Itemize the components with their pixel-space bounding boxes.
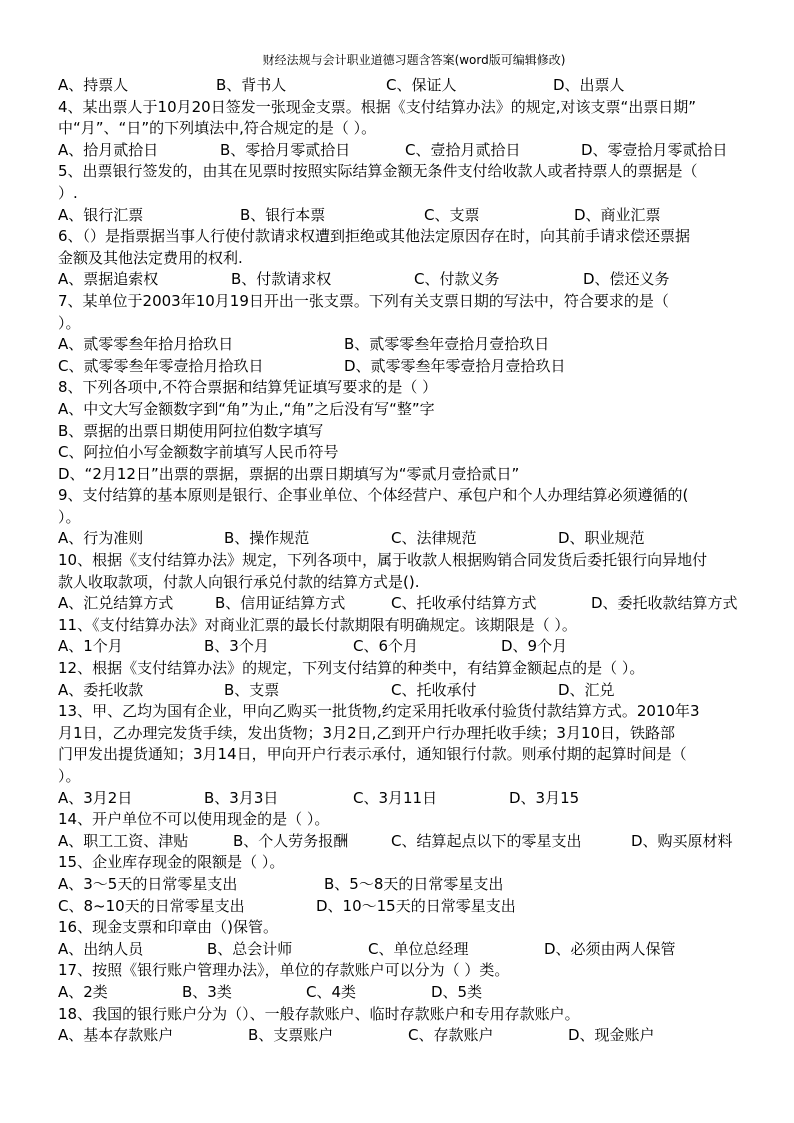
option-a: A、银行汇票 xyxy=(58,205,144,224)
option-d: D、职业规范 xyxy=(558,529,645,548)
option-c: C、保证人 xyxy=(386,76,457,94)
option-row xyxy=(58,1025,770,1047)
question-text: 15、企业库存现金的限额是（ ）。 xyxy=(58,853,285,872)
option-d: D、汇兑 xyxy=(558,680,615,699)
option-c: C、阿拉伯小写金额数字前填写人民币符号 xyxy=(58,443,339,462)
option-c: C、存款账户 xyxy=(408,1026,494,1045)
option-a: A、基本存款账户 xyxy=(58,1026,174,1045)
option-b: B、背书人 xyxy=(216,76,287,94)
question-text: 14、开户单位不可以使用现金的是（ ）。 xyxy=(58,810,330,829)
option-b: B、个人劳务报酬 xyxy=(233,831,349,850)
option-b: B、3个月 xyxy=(204,637,269,656)
option-b: B、票据的出票日期使用阿拉伯数字填写 xyxy=(58,421,324,440)
option-row xyxy=(58,636,770,658)
option-d: D、必须由两人保管 xyxy=(544,939,676,958)
option-a: A、贰零零叁年拾月拾玖日 xyxy=(58,335,234,354)
option-row xyxy=(58,788,770,810)
option-d: D、贰零零叁年零壹拾月壹拾玖日 xyxy=(344,356,566,375)
option-b: B、3类 xyxy=(182,982,232,1001)
question-text: 13、甲、乙均为国有企业，甲向乙购买一批货物,约定采用托收承付验货付款结算方式。2010年3 xyxy=(58,702,700,721)
option-a: A、2类 xyxy=(58,982,108,1001)
option-d: D、“2月12日”出票的票据，票据的出票日期填写为“零贰月壹拾贰日” xyxy=(58,464,520,483)
option-b: B、贰零零叁年壹拾月壹拾玖日 xyxy=(344,335,550,354)
question-text: ）。 xyxy=(58,767,81,785)
question-text: 11、《支付结算办法》对商业汇票的最长付款期限有明确规定。该期限是（ ）。 xyxy=(58,615,577,634)
option-d: D、商业汇票 xyxy=(574,205,661,224)
option-d: D、10～15天的日常零星支出 xyxy=(316,896,516,915)
question-text: 7、某单位于2003年10月19日开出一张支票。下列有关支票日期的写法中，符合要求的是（ xyxy=(58,291,669,310)
option-c: C、法律规范 xyxy=(391,529,477,548)
option-c: C、付款义务 xyxy=(414,270,500,289)
option-b: B、5～8天的日常零星支出 xyxy=(324,874,504,893)
question-text: ）. xyxy=(58,183,78,202)
option-a: A、3月2日 xyxy=(58,788,133,807)
option-d: D、9个月 xyxy=(501,637,568,656)
option-c: C、4类 xyxy=(306,982,357,1001)
option-row xyxy=(58,356,770,378)
option-d: D、5类 xyxy=(431,982,483,1001)
option-row xyxy=(58,75,770,97)
option-b: B、总会计师 xyxy=(207,939,293,958)
option-c: C、贰零零叁年零壹拾月拾玖日 xyxy=(58,356,264,375)
question-text: 10、根据《支付结算办法》规定，下列各项中，属于收款人根据购销合同发货后委托银行向异地付 xyxy=(58,551,708,570)
option-c: C、托收承付 xyxy=(391,680,477,699)
question-text: 5、出票银行签发的，由其在见票时按照实际结算金额无条件支付给收款人或者持票人的票据是（ xyxy=(58,162,698,181)
option-a: A、出纳人员 xyxy=(58,939,144,958)
option-row xyxy=(58,831,770,853)
option-c: C、单位总经理 xyxy=(368,939,469,958)
option-c: C、托收承付结算方式 xyxy=(391,594,537,613)
option-d: D、偿还义务 xyxy=(583,270,670,289)
option-d: D、零壹拾月零贰拾日 xyxy=(581,140,728,159)
option-row xyxy=(58,140,770,162)
option-a: A、汇兑结算方式 xyxy=(58,594,174,613)
option-c: C、3月11日 xyxy=(353,788,438,807)
question-text: 8、下列各项中,不符合票据和结算凭证填写要求的是（ ） xyxy=(58,378,438,397)
question-text: 4、某出票人于10月20日签发一张现金支票。根据《支付结算办法》的规定,对该支票“出票日期” xyxy=(58,97,697,116)
option-c: C、结算起点以下的零星支出 xyxy=(391,831,582,850)
question-text: 12、根据《支付结算办法》的规定，下列支付结算的种类中，有结算金额起点的是（ ）。 xyxy=(58,659,645,678)
question-text: ）。 xyxy=(58,507,81,526)
option-row xyxy=(58,269,770,291)
option-b: B、支票账户 xyxy=(248,1026,334,1045)
question-text: 18、我国的银行账户分为（）、一般存款账户、临时存款账户和专用存款账户。 xyxy=(58,1004,580,1023)
option-d: D、出票人 xyxy=(553,76,625,94)
option-b: B、支票 xyxy=(224,680,280,699)
option-row xyxy=(58,334,770,356)
option-a: A、1个月 xyxy=(58,637,123,656)
option-c: C、8~10天的日常零星支出 xyxy=(58,896,245,915)
option-b: B、银行本票 xyxy=(240,205,326,224)
option-a: A、票据追索权 xyxy=(58,270,159,289)
option-c: C、支票 xyxy=(424,205,480,224)
question-text: 中“月”、“日”的下列填法中,符合规定的是（ ）。 xyxy=(58,119,377,138)
question-text: ）。 xyxy=(58,313,81,332)
option-d: D、现金账户 xyxy=(568,1026,655,1045)
option-row xyxy=(58,939,770,961)
option-d: D、购买原材料 xyxy=(631,831,733,850)
option-a: A、行为准则 xyxy=(58,529,144,548)
option-row xyxy=(58,982,770,1004)
option-row xyxy=(58,593,770,615)
option-row xyxy=(58,680,770,702)
option-a: A、3～5天的日常零星支出 xyxy=(58,874,238,893)
option-b: B、3月3日 xyxy=(204,788,279,807)
option-a: A、中文大写金额数字到“角”为止,“角”之后没有写“整”字 xyxy=(58,399,435,418)
option-row xyxy=(58,205,770,227)
question-text: 16、现金支票和印章由（)保管。 xyxy=(58,918,278,937)
question-text: 款人收取款项，付款人向银行承兑付款的结算方式是(). xyxy=(58,572,420,591)
document-page xyxy=(58,0,770,1047)
question-text: 金额及其他法定费用的权利. xyxy=(58,248,243,267)
question-text: 月1日，乙办理完发货手续，发出货物；3月2日,乙到开户行办理托收手续；3月10日，铁路部 xyxy=(58,723,676,742)
question-text: 17、按照《银行账户管理办法》，单位的存款账户可以分为（ ）类。 xyxy=(58,961,510,980)
option-b: B、操作规范 xyxy=(224,529,310,548)
option-b: B、付款请求权 xyxy=(231,270,332,289)
page-header: 财经法规与会计职业道德习题含答案(word版可编辑修改) xyxy=(262,53,566,67)
option-b: B、信用证结算方式 xyxy=(215,594,346,613)
option-a: A、委托收款 xyxy=(58,680,144,699)
option-a: A、持票人 xyxy=(58,76,129,94)
option-b: B、零拾月零贰拾日 xyxy=(220,140,351,159)
question-text: 门甲发出提货通知；3月14日，甲向开户行表示承付，通知银行付款。则承付期的起算时间是（ xyxy=(58,745,687,764)
option-c: C、6个月 xyxy=(353,637,419,656)
question-text: 6、（）是指票据当事人行使付款请求权遭到拒绝或其他法定原因存在时，向其前手请求偿还票据 xyxy=(58,227,691,246)
option-a: A、拾月贰拾日 xyxy=(58,140,159,159)
option-row xyxy=(58,874,770,896)
option-row xyxy=(58,896,770,918)
option-c: C、壹拾月贰拾日 xyxy=(405,140,521,159)
option-row xyxy=(58,528,770,550)
question-text: 9、支付结算的基本原则是银行、企事业单位、个体经营户、承包户和个人办理结算必须遵循的( xyxy=(58,486,689,505)
option-a: A、职工工资、津贴 xyxy=(58,831,189,850)
option-d: D、委托收款结算方式 xyxy=(591,594,738,613)
option-d: D、3月15 xyxy=(509,788,580,807)
